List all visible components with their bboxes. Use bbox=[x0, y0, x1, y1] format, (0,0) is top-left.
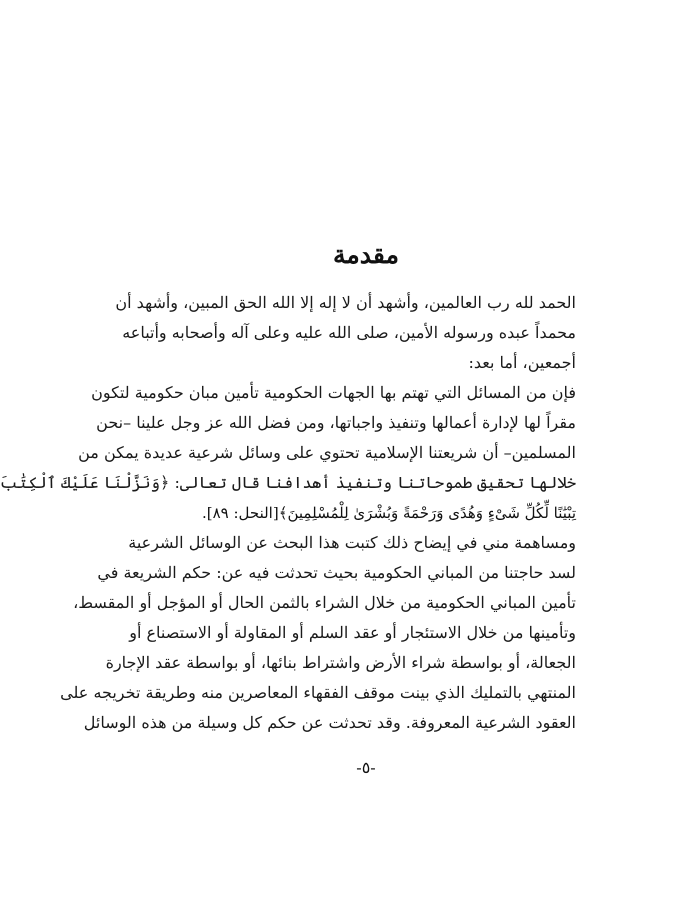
text-line: فإن من المسائل التي تهتم بها الجهات الحكومية تأمين مبان حكومية لتكون bbox=[91, 383, 576, 402]
text-line: خلالها تحقيق طموحاتنا وتنفيذ أهدافنا قال تعالى: ﴿وَنَزَّلْنَا عَلَيْكَ ٱلْكِتَٰبَ bbox=[0, 473, 576, 492]
paragraph-contribution bbox=[60, 528, 576, 738]
text-line: محمداً عبده ورسوله الأمين، صلى الله عليه وعلى آله وأصحابه وأتباعه bbox=[122, 323, 576, 342]
paragraph-introduction bbox=[0, 378, 576, 528]
text-line: المسلمين– أن شريعتنا الإسلامية تحتوي على وسائل شرعية عديدة يمكن من bbox=[78, 443, 576, 462]
quran-verse-line: تِبْيَٰنًا لِّكُلِّ شَىْءٍ وَهُدًى وَرَحْمَةً وَبُشْرَىٰ لِلْمُسْلِمِينَ﴾[النحل: ٨٩]. bbox=[201, 504, 576, 522]
page-heading: مقدمة bbox=[333, 240, 399, 269]
text-line: أجمعين، أما بعد: bbox=[468, 353, 576, 372]
text-line: الجعالة، أو بواسطة شراء الأرض واشتراط بنائها، أو بواسطة عقد الإجارة bbox=[105, 653, 576, 672]
text-line: المنتهي بالتمليك الذي بينت موقف الفقهاء المعاصرين منه وطريقة تخريجه على bbox=[60, 683, 576, 702]
text-line: لسد حاجتنا من المباني الحكومية بحيث تحدثت فيه عن: حكم الشريعة في bbox=[97, 563, 576, 582]
text-line: الحمد لله رب العالمين، وأشهد أن لا إله إلا الله الحق المبين، وأشهد أن bbox=[115, 293, 576, 312]
text-line: وتأمينها من خلال الاستئجار أو عقد السلم أو المقاولة أو الاستصناع أو bbox=[129, 623, 576, 642]
text-line: تأمين المباني الحكومية من خلال الشراء بالثمن الحال أو المؤجل أو المقسط، bbox=[73, 593, 576, 612]
body-text bbox=[0, 288, 576, 738]
text-line: ومساهمة مني في إيضاح ذلك كتبت هذا البحث عن الوسائل الشرعية bbox=[128, 533, 576, 552]
paragraph-praise bbox=[115, 288, 576, 378]
text-line: العقود الشرعية المعروفة. وقد تحدثت عن حكم كل وسيلة من هذه الوسائل bbox=[83, 713, 576, 732]
text-line: مقراً لها لإدارة أعمالها وتنفيذ واجباتها، ومن فضل الله عز وجل علينا –نحن bbox=[96, 413, 576, 432]
page-number: -٥- bbox=[356, 758, 376, 777]
